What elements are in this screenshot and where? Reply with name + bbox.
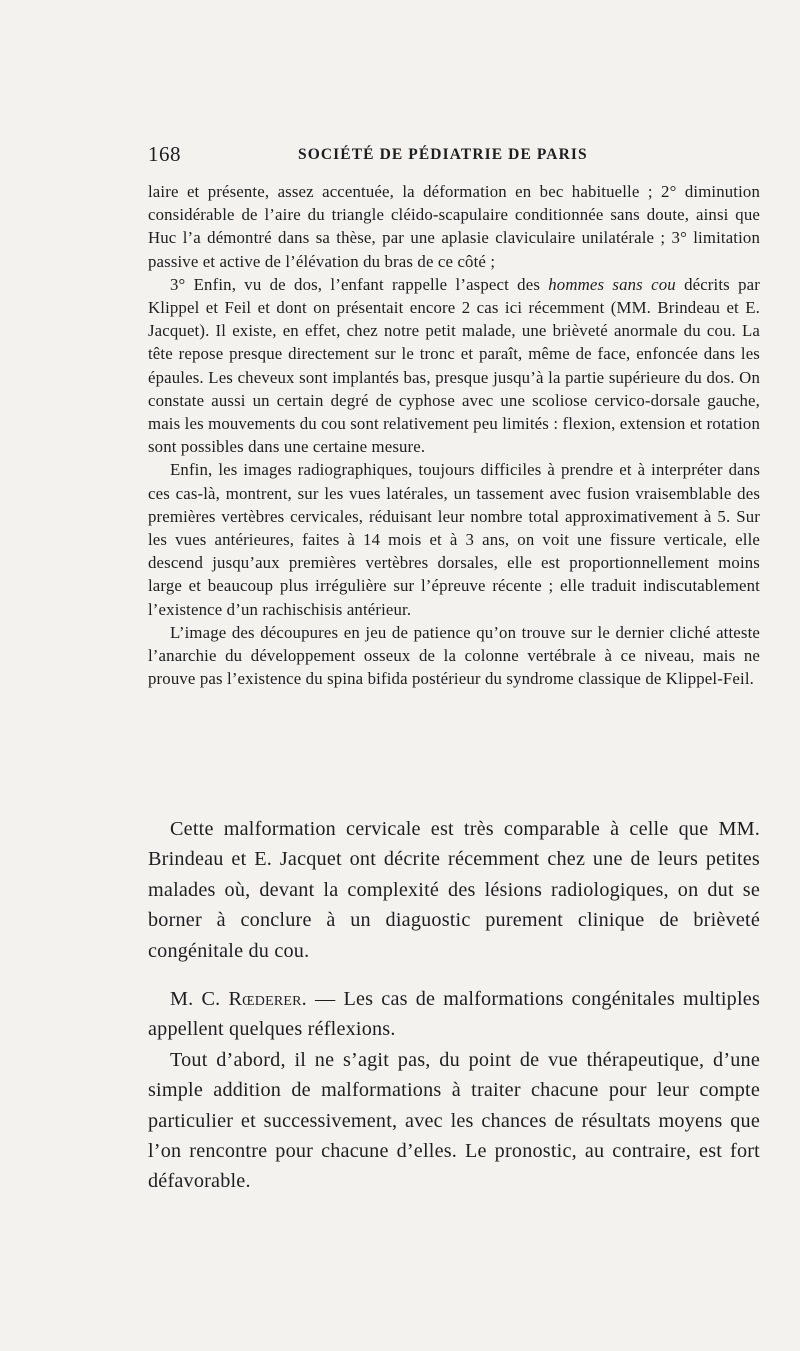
paragraph-radiographs: Enfin, les images radiographiques, toujours difficiles à prendre et à interpréter dans ces cas-là, montrent, sur les vues latérales, un tassement avec fusion vraisemblable des premières vertèbres cervicales, réduisant leur nombre total approximativement à 5. Sur les vues antérieures, faites à 14 mois et à 3 ans, on voit une fissure verticale, elle descend jusqu’aux premières vertèbres dorsales, elle est proportionnellement moins large et beaucoup plus irrégulière sur l’épreuve récente ; elle traduit indiscutablement l’existence d’un rachischisis antérieur.: [148, 460, 760, 619]
speaker-remark: . — Les cas de malformations congénitales multiples appellent quelques réflexions.: [148, 988, 760, 1041]
paragraph-roederer-intro: [148, 984, 760, 1045]
paragraph-last-film: L’image des découpures en jeu de patience qu’on trouve sur le dernier cliché atteste l’anarchie du développement osseux de la colonne vertébrale à ce niveau, mais ne prouve pas l’existence du spina bifida postérieur du syndrome classique de Klippel-Feil.: [148, 622, 760, 689]
paragraph-short-neck: [148, 273, 760, 459]
speaker-name: Rœderer: [228, 988, 302, 1011]
case-report-text: [148, 180, 760, 690]
paragraph-comparison: Cette malformation cervicale est très comparable à celle que MM. Brindeau et E. Jacquet ont décrite récemment chez une de leurs petites malades où, devant la complexité des lésions radiologiques, on dut se borner à conclure à un diaguostic purement clinique de brièveté congénitale du cou.: [148, 818, 760, 962]
paragraph-short-neck-start: 3° Enfin, vu de dos, l’enfant rappelle l’aspect des: [170, 274, 549, 294]
paragraph-short-neck-italic: hommes sans cou: [548, 274, 676, 294]
running-head: [148, 142, 760, 168]
paragraph-shoulder-findings: laire et présente, assez accentuée, la déformation en bec habituelle ; 2° diminution considérable de l’aire du triangle cléido-scapulaire conditionnée sans doute, ainsi que Huc l’a démontré dans sa thèse, par une aplasie claviculaire unilatérale ; 3° limitation passive et active de l’élévation du bras de ce côté ;: [148, 182, 760, 271]
paragraph-short-neck-end: décrits par Klippel et Feil et dont on présentait encore 2 cas ici récemment (MM. Brindeau et E. Jacquet). Il existe, en effet, chez notre petit malade, une brièveté anormale du cou. La tête repose presque directement sur le tronc et paraît, même de face, enfoncée dans les épaules. Les cheveux sont implantés bas, presque jusqu’à la partie supérieure du dos. On constate aussi un certain degré de cyphose avec une scoliose cervico-dorsale gauche, mais les mouvements du cou sont relativement peu limités : flexion, extension et rotation sont possibles dans une certaine mesure.: [148, 274, 760, 457]
discussion-text: [148, 814, 760, 1197]
journal-title: SOCIÉTÉ DE PÉDIATRIE DE PARIS: [298, 146, 588, 163]
page-number: 168: [148, 142, 181, 166]
paragraph-prognosis: Tout d’abord, il ne s’agit pas, du point de vue thérapeutique, d’une simple addition de malformations à traiter chacune pour leur compte particulier et successivement, avec les chances de résultats moyens que l’on rencontre pour chacune d’elles. Le pronostic, au contraire, est fort défavorable.: [148, 1048, 760, 1193]
speaker-prefix: M. C.: [170, 988, 229, 1011]
